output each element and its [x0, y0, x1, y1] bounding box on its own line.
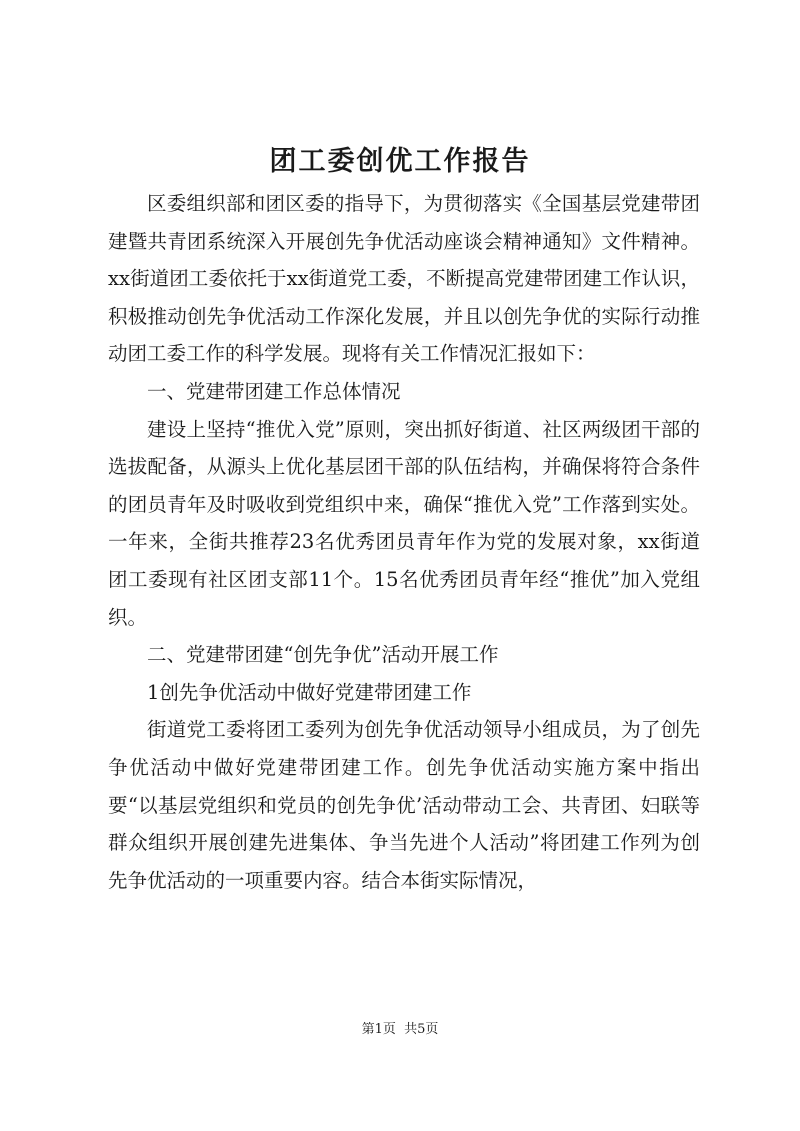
- section-heading-1: 一、党建带团建工作总体情况: [147, 379, 401, 403]
- page-total: 共5页: [404, 1022, 439, 1037]
- document-title: 团工委创优工作报告: [269, 146, 531, 177]
- subsection-heading-1: 1创先争优活动中做好党建带团建工作: [147, 680, 472, 704]
- page-footer: [0, 1020, 800, 1040]
- section-heading-2: 二、党建带团建“创先争优”活动开展工作: [147, 643, 499, 667]
- page-number: 第1页: [361, 1022, 396, 1037]
- document-body: [108, 185, 700, 899]
- paragraph-section-1: 建设上坚持“推优入党”原则，突出抓好街道、社区两级团干部的选拔配备，从源头上优化基层团干部的队伍结构，并确保将符合条件的团员青年及时吸收到党组织中来，确保“推优入党”工作落到实处。一年来，全街共推荐23名优秀团员青年作为党的发展对象，xx街道团工委现有社区团支部11个。15名优秀团员青年经“推优”加入党组织。: [108, 417, 700, 629]
- paragraph-subsection-1: 街道党工委将团工委列为创先争优活动领导小组成员，为了创先争优活动中做好党建带团建工作。创先争优活动实施方案中指出要“以基层党组织和党员的创先争优’活动带动工会、共青团、妇联等群众组织开展创建先进集体、争当先进个人活动”将团建工作列为创先争优活动的一项重要内容。结合本街实际情况，: [108, 718, 700, 892]
- paragraph-intro: 区委组织部和团区委的指导下，为贯彻落实《全国基层党建带团建暨共青团系统深入开展创先争优活动座谈会精神通知》文件精神。xx街道团工委依托于xx街道党工委，不断提高党建带团建工作认识，积极推动创先争优活动工作深化发展，并且以创先争优的实际行动推动团工委工作的科学发展。现将有关工作情况汇报如下：: [108, 192, 700, 366]
